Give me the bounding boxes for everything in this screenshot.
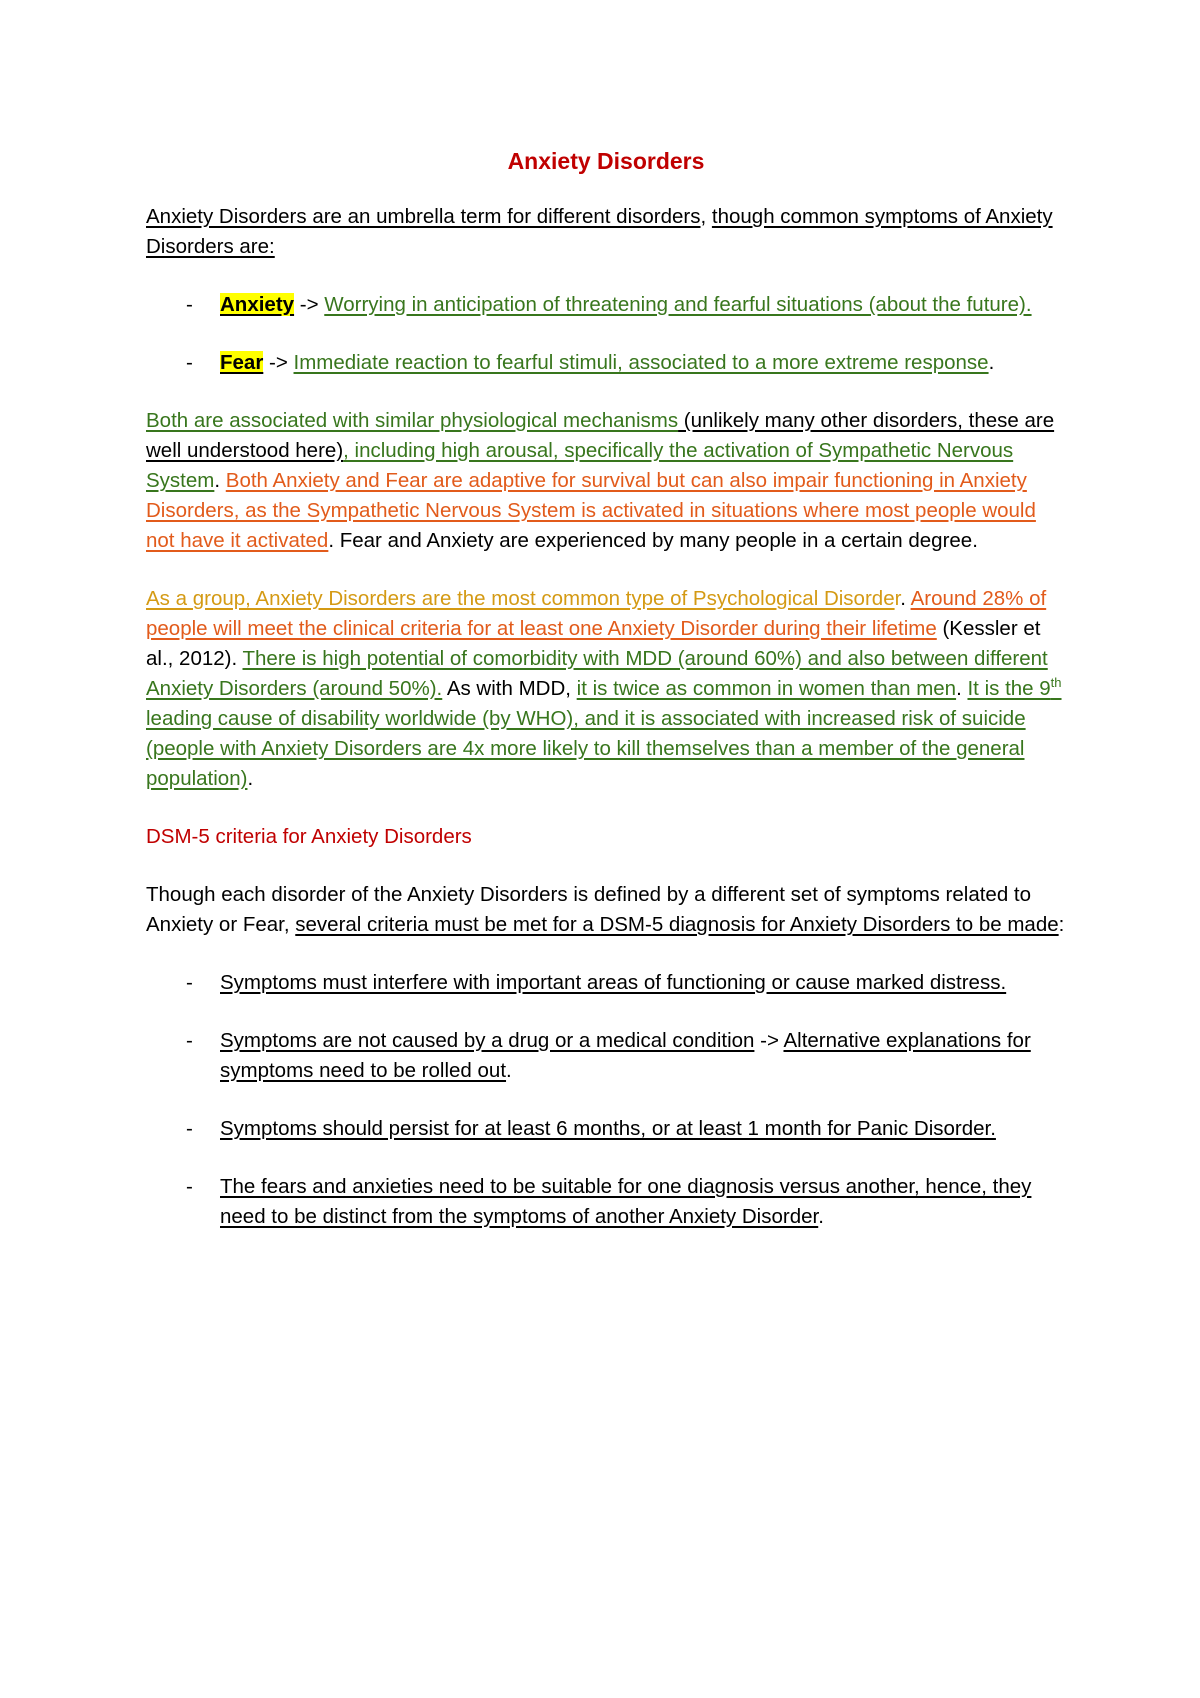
para3-s5: There is high potential of comorbidity with MDD (around 60%) and also between different Anxiety Disorders (around 50%). (146, 647, 1048, 700)
para3-s4: (Kessler et al., 2012). (146, 617, 1041, 670)
para2-s6: . Fear and Anxiety are experienced by many people in a certain degree. (328, 529, 978, 552)
para2-s5: Both Anxiety and Fear are adaptive for survival but can also impair functioning in Anxiety Disorders, as the Sympathetic Nervous System is activated in situations where most people would not have it activated (146, 469, 1036, 552)
criterion-text-2: Alternative explanations for symptoms need to be rolled out (220, 1029, 1031, 1082)
symptom-arrow: -> (294, 293, 325, 316)
symptom-end: . (988, 351, 995, 374)
bullet-dash: - (186, 351, 193, 374)
symptom-description: Worrying in anticipation of threatening and fearful situations (about the future). (324, 293, 1032, 316)
document-page (146, 146, 1066, 1260)
prevalence-paragraph (146, 584, 1066, 794)
symptom-item-fear (146, 348, 1066, 378)
symptom-arrow: -> (263, 351, 294, 374)
bullet-dash: - (186, 1029, 193, 1052)
para3-s7: it is twice as common in women than men (576, 677, 957, 700)
para3-s1: As a group, Anxiety Disorders are the most common type of Psychological Disorde (146, 587, 895, 610)
symptom-term: Anxiety (220, 293, 295, 316)
para3-s2: . (900, 587, 911, 610)
bullet-dash: - (186, 971, 193, 994)
para3-s9-sup: th (1050, 675, 1062, 691)
criterion-text: Symptoms are not caused by a drug or a medical condition (220, 1029, 755, 1052)
dsm-intro-2: several criteria must be met for a DSM-5 diagnosis for Anxiety Disorders to be made (295, 913, 1059, 936)
intro-text-1: Anxiety Disorders are an umbrella term for different disorders (146, 205, 701, 228)
intro-comma: , (700, 205, 712, 228)
bullet-dash: - (186, 293, 193, 316)
criterion-item (146, 1114, 1066, 1144)
symptom-term: Fear (220, 351, 264, 374)
para2-s4: . (214, 469, 226, 492)
criterion-arrow: -> (754, 1029, 784, 1052)
para2-s2: (unlikely many other disorders, these are well understood here) (146, 409, 1055, 462)
mechanisms-paragraph (146, 406, 1066, 556)
criterion-text: Symptoms must interfere with important areas of functioning or cause marked distress. (220, 971, 1007, 994)
criterion-text: Symptoms should persist for at least 6 months, or at least 1 month for Panic Disorder. (220, 1117, 996, 1140)
symptom-description: Immediate reaction to fearful stimuli, associated to a more extreme response (293, 351, 989, 374)
criterion-end: . (506, 1059, 512, 1082)
criterion-item (146, 1172, 1066, 1232)
para3-s11: . (247, 767, 254, 790)
bullet-dash: - (186, 1175, 193, 1198)
criterion-text: The fears and anxieties need to be suitable for one diagnosis versus another, hence, they need to be distinct from the symptoms of another Anxiety Disorder (220, 1175, 1032, 1228)
para3-s1b: r (894, 587, 901, 610)
dsm-heading: DSM-5 criteria for Anxiety Disorders (146, 825, 472, 848)
intro-paragraph (146, 202, 1066, 262)
intro-text-2: though common symptoms of Anxiety Disorders are: (146, 205, 1053, 258)
para2-s3: , including high arousal, specifically the activation of Sympathetic Nervous System (146, 439, 1014, 492)
criterion-end: . (818, 1205, 824, 1228)
para3-s10: leading cause of disability worldwide (by WHO), and it is associated with increased risk of suicide (people with Anxiety Disorders are 4x more likely to kill themselves than a member of the general population) (146, 707, 1026, 790)
para3-s6: As with MDD, (442, 677, 577, 700)
para2-s1: Both are associated with similar physiological mechanisms (146, 409, 679, 432)
symptom-item-anxiety (146, 290, 1066, 320)
document-title: Anxiety Disorders (507, 148, 705, 174)
para3-s8: . (956, 677, 968, 700)
bullet-dash: - (186, 1117, 193, 1140)
para3-s9-text: It is the 9 (967, 677, 1051, 700)
para3-s3: Around 28% of people will meet the clinical criteria for at least one Anxiety Disorder during their lifetime (146, 587, 1047, 640)
criterion-item (146, 1026, 1066, 1086)
dsm-intro-paragraph (146, 880, 1066, 940)
dsm-intro-3: : (1058, 913, 1065, 936)
dsm-intro-1: Though each disorder of the Anxiety Disorders is defined by a different set of symptoms related to Anxiety or Fear, (146, 883, 1032, 936)
criterion-item (146, 968, 1066, 998)
